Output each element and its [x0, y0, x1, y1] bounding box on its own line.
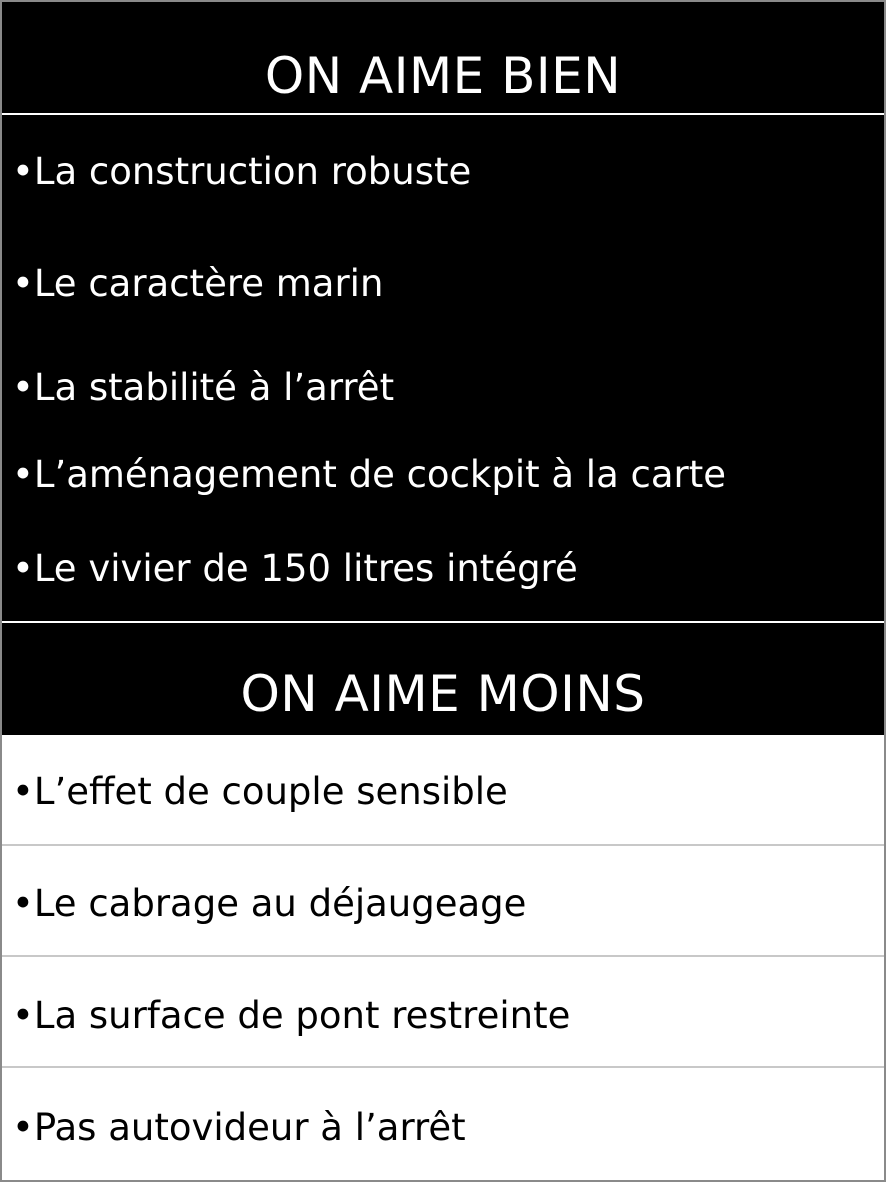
section-divider [2, 621, 884, 623]
pros-item-text: La stabilité à l’arrêt [33, 366, 395, 409]
cons-item-text: Pas autovideur à l’arrêt [33, 1106, 466, 1149]
pros-heading: ON AIME BIEN [264, 47, 622, 105]
bullet-icon: • [12, 262, 34, 305]
cons-row [2, 846, 884, 957]
bullet-icon: • [12, 994, 34, 1037]
bullet-icon: • [12, 453, 34, 496]
cons-list-item [12, 770, 508, 814]
cons-list-item [12, 1106, 466, 1150]
pros-list-item [12, 366, 394, 410]
bullet-icon: • [12, 882, 34, 925]
pros-item-text: La construction robuste [33, 150, 472, 193]
bullet-icon: • [12, 150, 34, 193]
cons-heading: ON AIME MOINS [240, 665, 646, 723]
cons-row [2, 957, 884, 1068]
pros-item-text: Le caractère marin [33, 262, 384, 305]
dark-section [2, 2, 884, 735]
pros-list-item [12, 150, 471, 194]
cons-list-item [12, 994, 570, 1038]
cons-item-text: Le cabrage au déjaugeage [33, 882, 527, 925]
bullet-icon: • [12, 547, 34, 590]
pros-list-item [12, 262, 383, 306]
bullet-icon: • [12, 1106, 34, 1149]
cons-item-text: L’effet de couple sensible [33, 770, 508, 813]
pros-item-text: L’aménagement de cockpit à la carte [33, 453, 727, 496]
pros-list-item [12, 453, 726, 497]
pros-top-divider [2, 113, 884, 115]
cons-row [2, 735, 884, 846]
cons-row [2, 1068, 884, 1179]
pros-list-item [12, 547, 578, 591]
pros-item-text: Le vivier de 150 litres intégré [33, 547, 578, 590]
bullet-icon: • [12, 770, 34, 813]
cons-list-item [12, 882, 526, 926]
bullet-icon: • [12, 366, 34, 409]
cons-item-text: La surface de pont restreinte [33, 994, 571, 1037]
